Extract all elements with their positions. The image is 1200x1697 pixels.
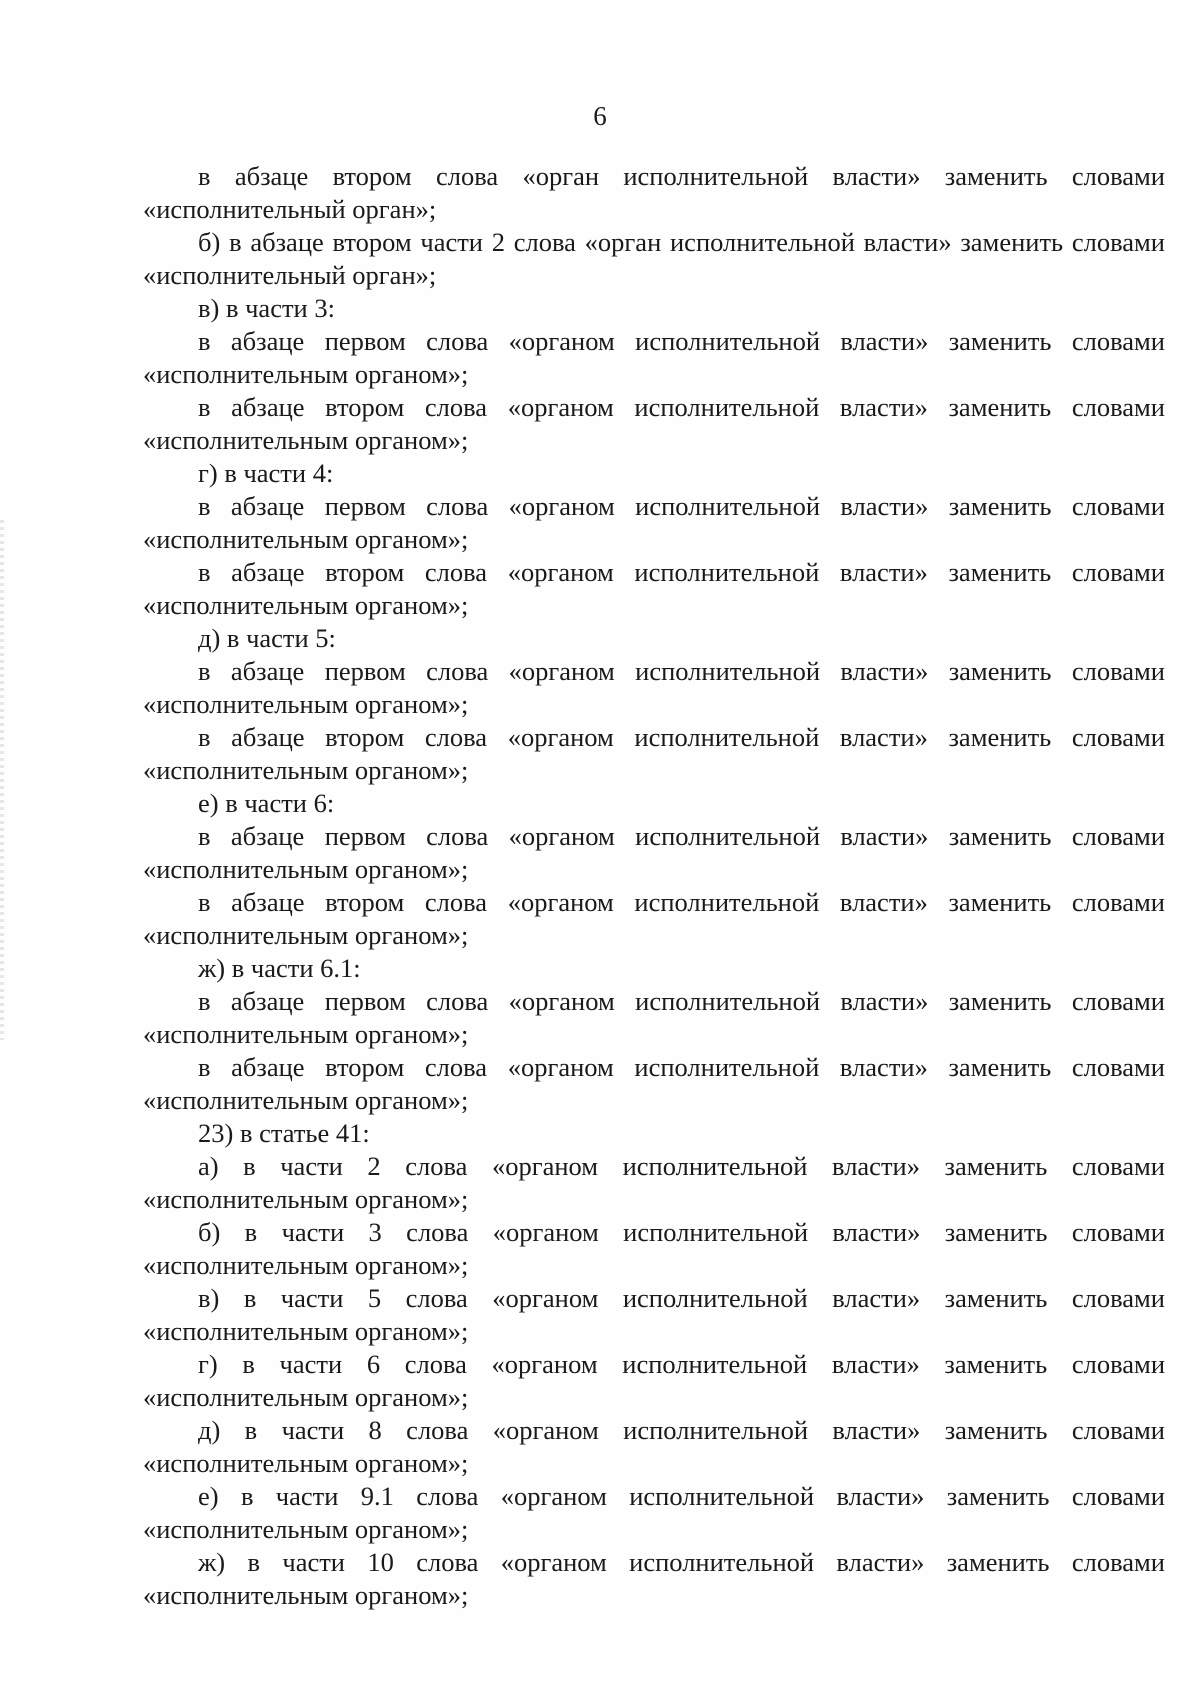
- paragraph: е) в части 9.1 слова «органом исполнительной власти» заменить словами «исполнительным органом»;: [143, 1481, 1165, 1544]
- paragraph: в абзаце втором слова «органом исполнительной власти» заменить словами «исполнительным органом»;: [143, 1052, 1165, 1115]
- paragraph: в абзаце втором слова «органом исполнительной власти» заменить словами «исполнительным органом»;: [143, 887, 1165, 950]
- paragraph: 23) в статье 41:: [198, 1118, 370, 1148]
- paragraph: г) в части 4:: [198, 458, 334, 488]
- paragraph: г) в части 6 слова «органом исполнительной власти» заменить словами «исполнительным органом»;: [143, 1349, 1165, 1412]
- paragraph: б) в абзаце втором части 2 слова «орган исполнительной власти» заменить словами «исполнительный орган»;: [143, 227, 1165, 290]
- scan-artifact: [0, 520, 4, 1040]
- paragraph: д) в части 5:: [198, 623, 336, 653]
- document-body: [143, 160, 1165, 1612]
- paragraph: в абзаце первом слова «органом исполнительной власти» заменить словами «исполнительным органом»;: [143, 491, 1165, 554]
- page-number: 6: [593, 101, 607, 131]
- paragraph: а) в части 2 слова «органом исполнительной власти» заменить словами «исполнительным органом»;: [143, 1151, 1165, 1214]
- paragraph: в) в части 3:: [198, 293, 335, 323]
- paragraph: в абзаце втором слова «органом исполнительной власти» заменить словами «исполнительным органом»;: [143, 722, 1165, 785]
- paragraph: в абзаце первом слова «органом исполнительной власти» заменить словами «исполнительным органом»;: [143, 986, 1165, 1049]
- paragraph: в абзаце первом слова «органом исполнительной власти» заменить словами «исполнительным органом»;: [143, 821, 1165, 884]
- paragraph: е) в части 6:: [198, 788, 335, 818]
- paragraph: ж) в части 10 слова «органом исполнительной власти» заменить словами «исполнительным органом»;: [143, 1547, 1165, 1610]
- paragraph: в абзаце втором слова «орган исполнительной власти» заменить словами «исполнительный орган»;: [143, 161, 1165, 224]
- paragraph: ж) в части 6.1:: [198, 953, 361, 983]
- paragraph: в абзаце втором слова «органом исполнительной власти» заменить словами «исполнительным органом»;: [143, 392, 1165, 455]
- paragraph: в абзаце первом слова «органом исполнительной власти» заменить словами «исполнительным органом»;: [143, 326, 1165, 389]
- paragraph: в абзаце втором слова «органом исполнительной власти» заменить словами «исполнительным органом»;: [143, 557, 1165, 620]
- paragraph: д) в части 8 слова «органом исполнительной власти» заменить словами «исполнительным органом»;: [143, 1415, 1165, 1478]
- paragraph: б) в части 3 слова «органом исполнительной власти» заменить словами «исполнительным органом»;: [143, 1217, 1165, 1280]
- paragraph: в) в части 5 слова «органом исполнительной власти» заменить словами «исполнительным органом»;: [143, 1283, 1165, 1346]
- paragraph: в абзаце первом слова «органом исполнительной власти» заменить словами «исполнительным органом»;: [143, 656, 1165, 719]
